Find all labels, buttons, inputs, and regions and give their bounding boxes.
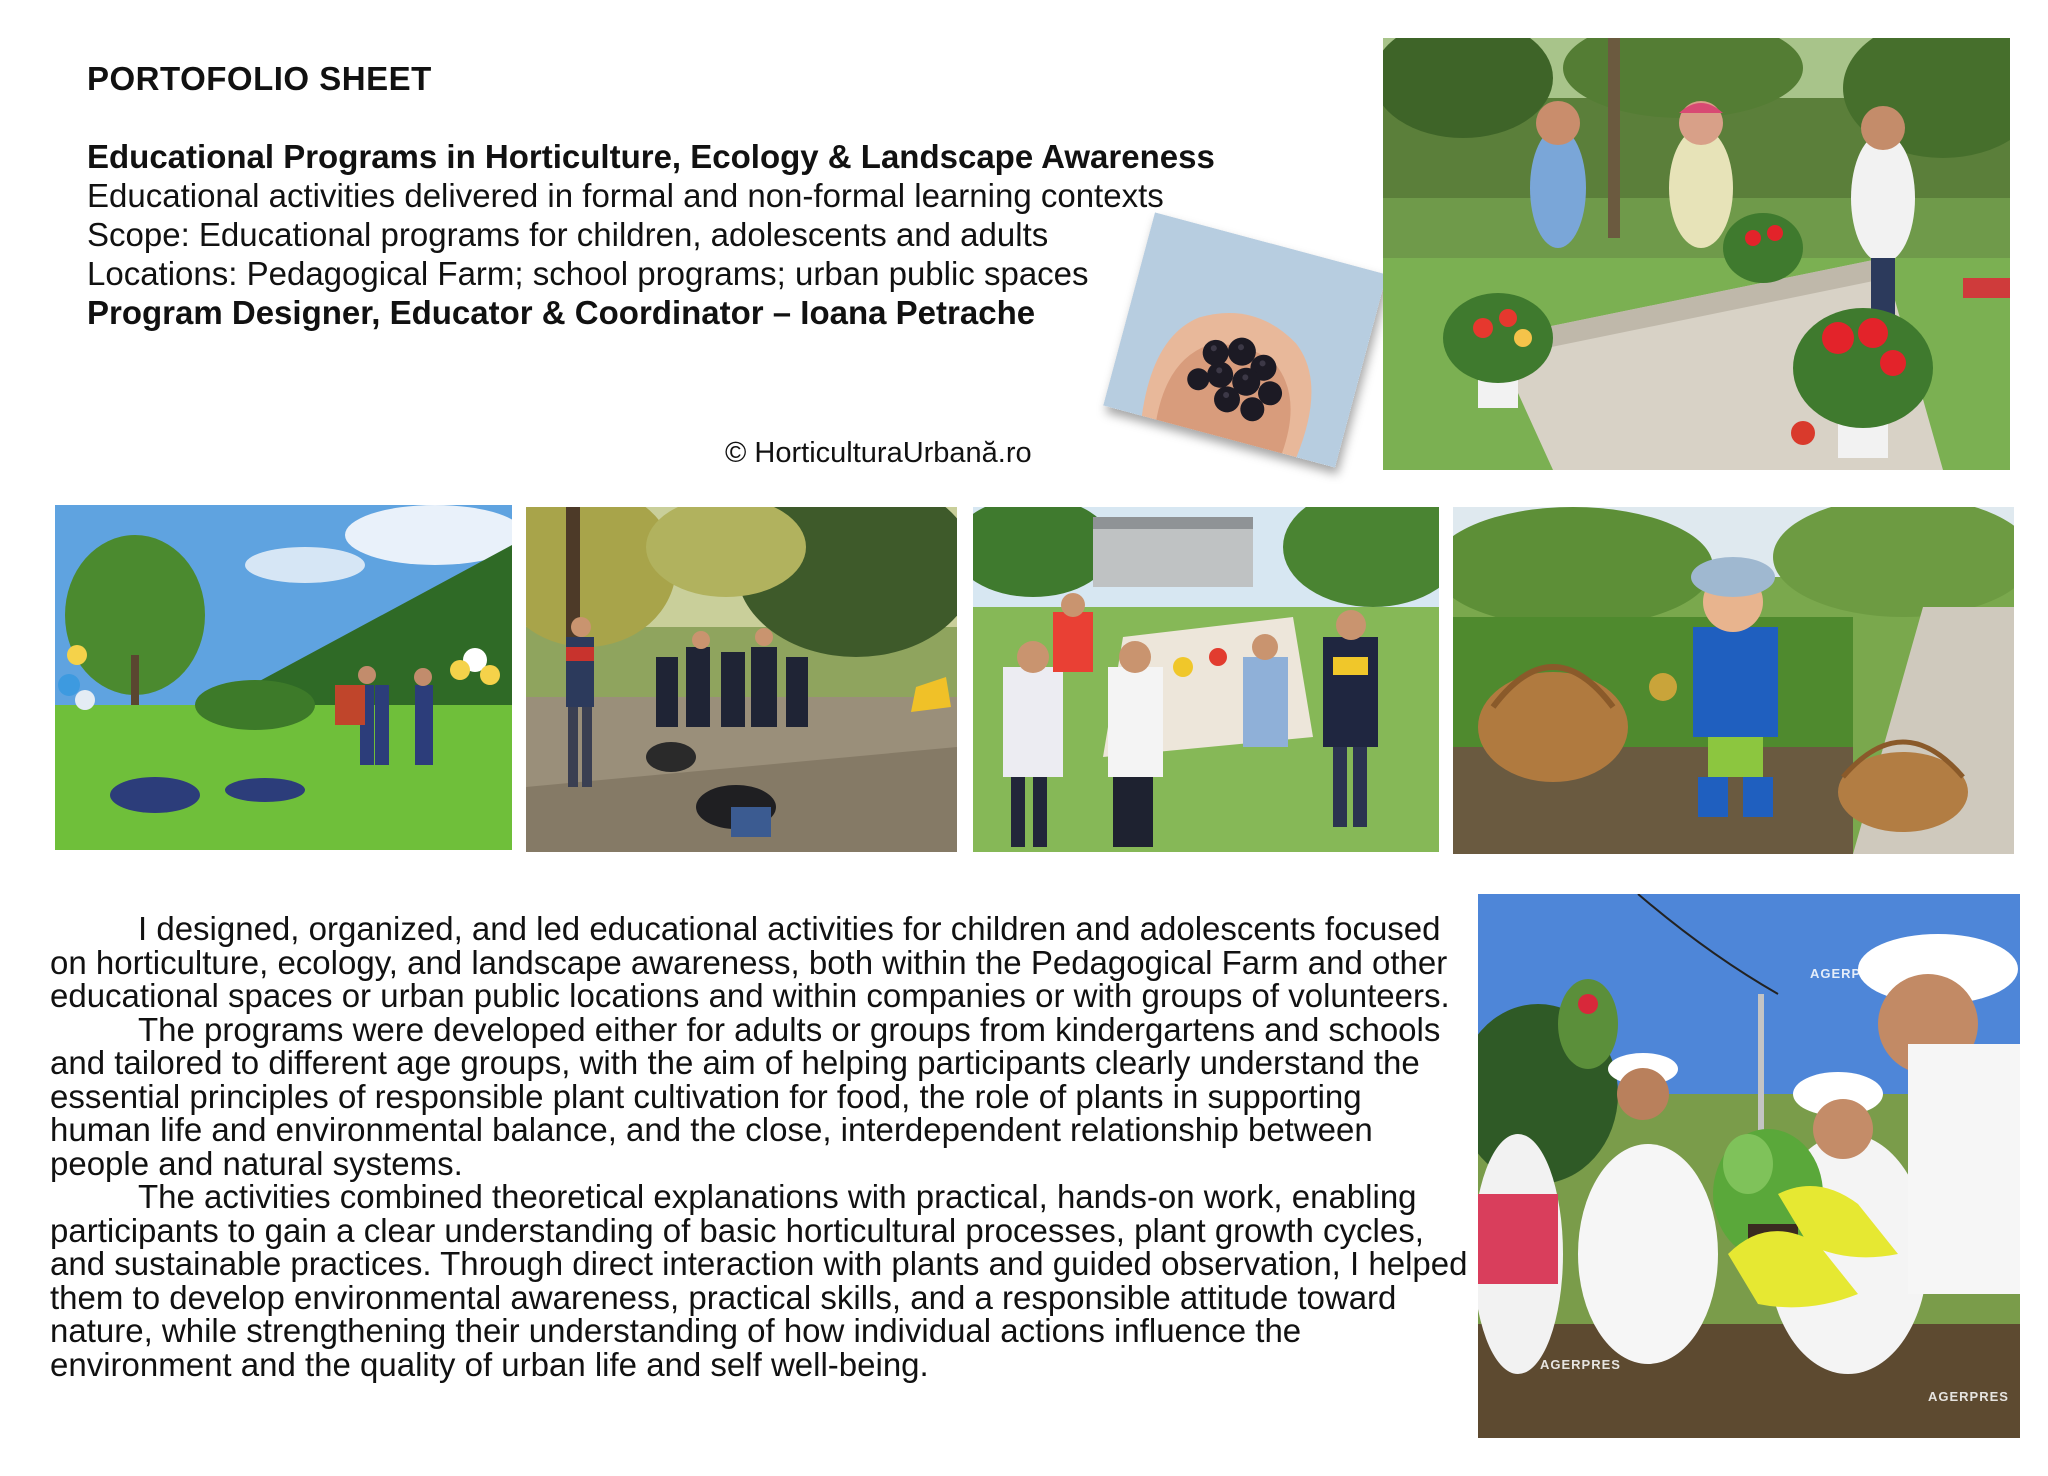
description-text	[50, 912, 1470, 1381]
paragraph-3: The activities combined theoretical explanations with practical, hands-on work, enabling participants to gain a clear understanding of basic horticultural processes, plant growth cycles, and sustainable practices. Through direct interaction with plants and guided observation, I helped them to develop environmental awareness, practical skills, and a responsible attitude toward nature, while strengthening their understanding of how individual actions influence the environment and the quality of urban life and self well-being.	[50, 1178, 1468, 1383]
watermark-left: AGERPRES	[1540, 1357, 1621, 1372]
program-scope: Scope: Educational programs for children, adolescents and adults	[87, 216, 1049, 253]
photo-volunteers-planting	[1478, 894, 2020, 1438]
sheet-title: PORTOFOLIO SHEET	[87, 60, 432, 97]
watermark-top: AGERPRES	[1810, 966, 1891, 981]
program-subtitle: Educational activities delivered in formal and non-formal learning contexts	[87, 177, 1164, 214]
photo-kindergarten-table	[973, 507, 1439, 852]
paragraph-2: The programs were developed either for adults or groups from kindergartens and schools and tailored to different age groups, with the aim of helping participants clearly understand the essential principles of responsible plant cultivation for food, the role of plants in supporting human life and environmental balance, and the close, interdependent relationship between people and natural systems.	[50, 1010, 1441, 1182]
photo-blackberries	[1103, 212, 1387, 467]
watermark-right: AGERPRES	[1928, 1389, 2009, 1404]
photo-child-gardening	[1453, 507, 2014, 854]
photo-flower-table	[1383, 38, 2010, 470]
program-locations: Locations: Pedagogical Farm; school programs; urban public spaces	[87, 255, 1089, 292]
program-role: Program Designer, Educator & Coordinator – Ioana Petrache	[87, 294, 1036, 331]
photo-planting-group	[526, 507, 957, 852]
photo-park-picnic	[55, 505, 512, 850]
paragraph-1: I designed, organized, and led educational activities for children and adolescents focused on horticulture, ecology, and landscape awareness, both within the Pedagogical Farm and other educational spaces or urban public locations and within companies or with groups of volunteers.	[50, 910, 1450, 1014]
header-block	[87, 137, 1215, 332]
program-title: Educational Programs in Horticulture, Ecology & Landscape Awareness	[87, 138, 1215, 175]
copyright-note: © HorticulturaUrbană.ro	[725, 437, 1032, 469]
